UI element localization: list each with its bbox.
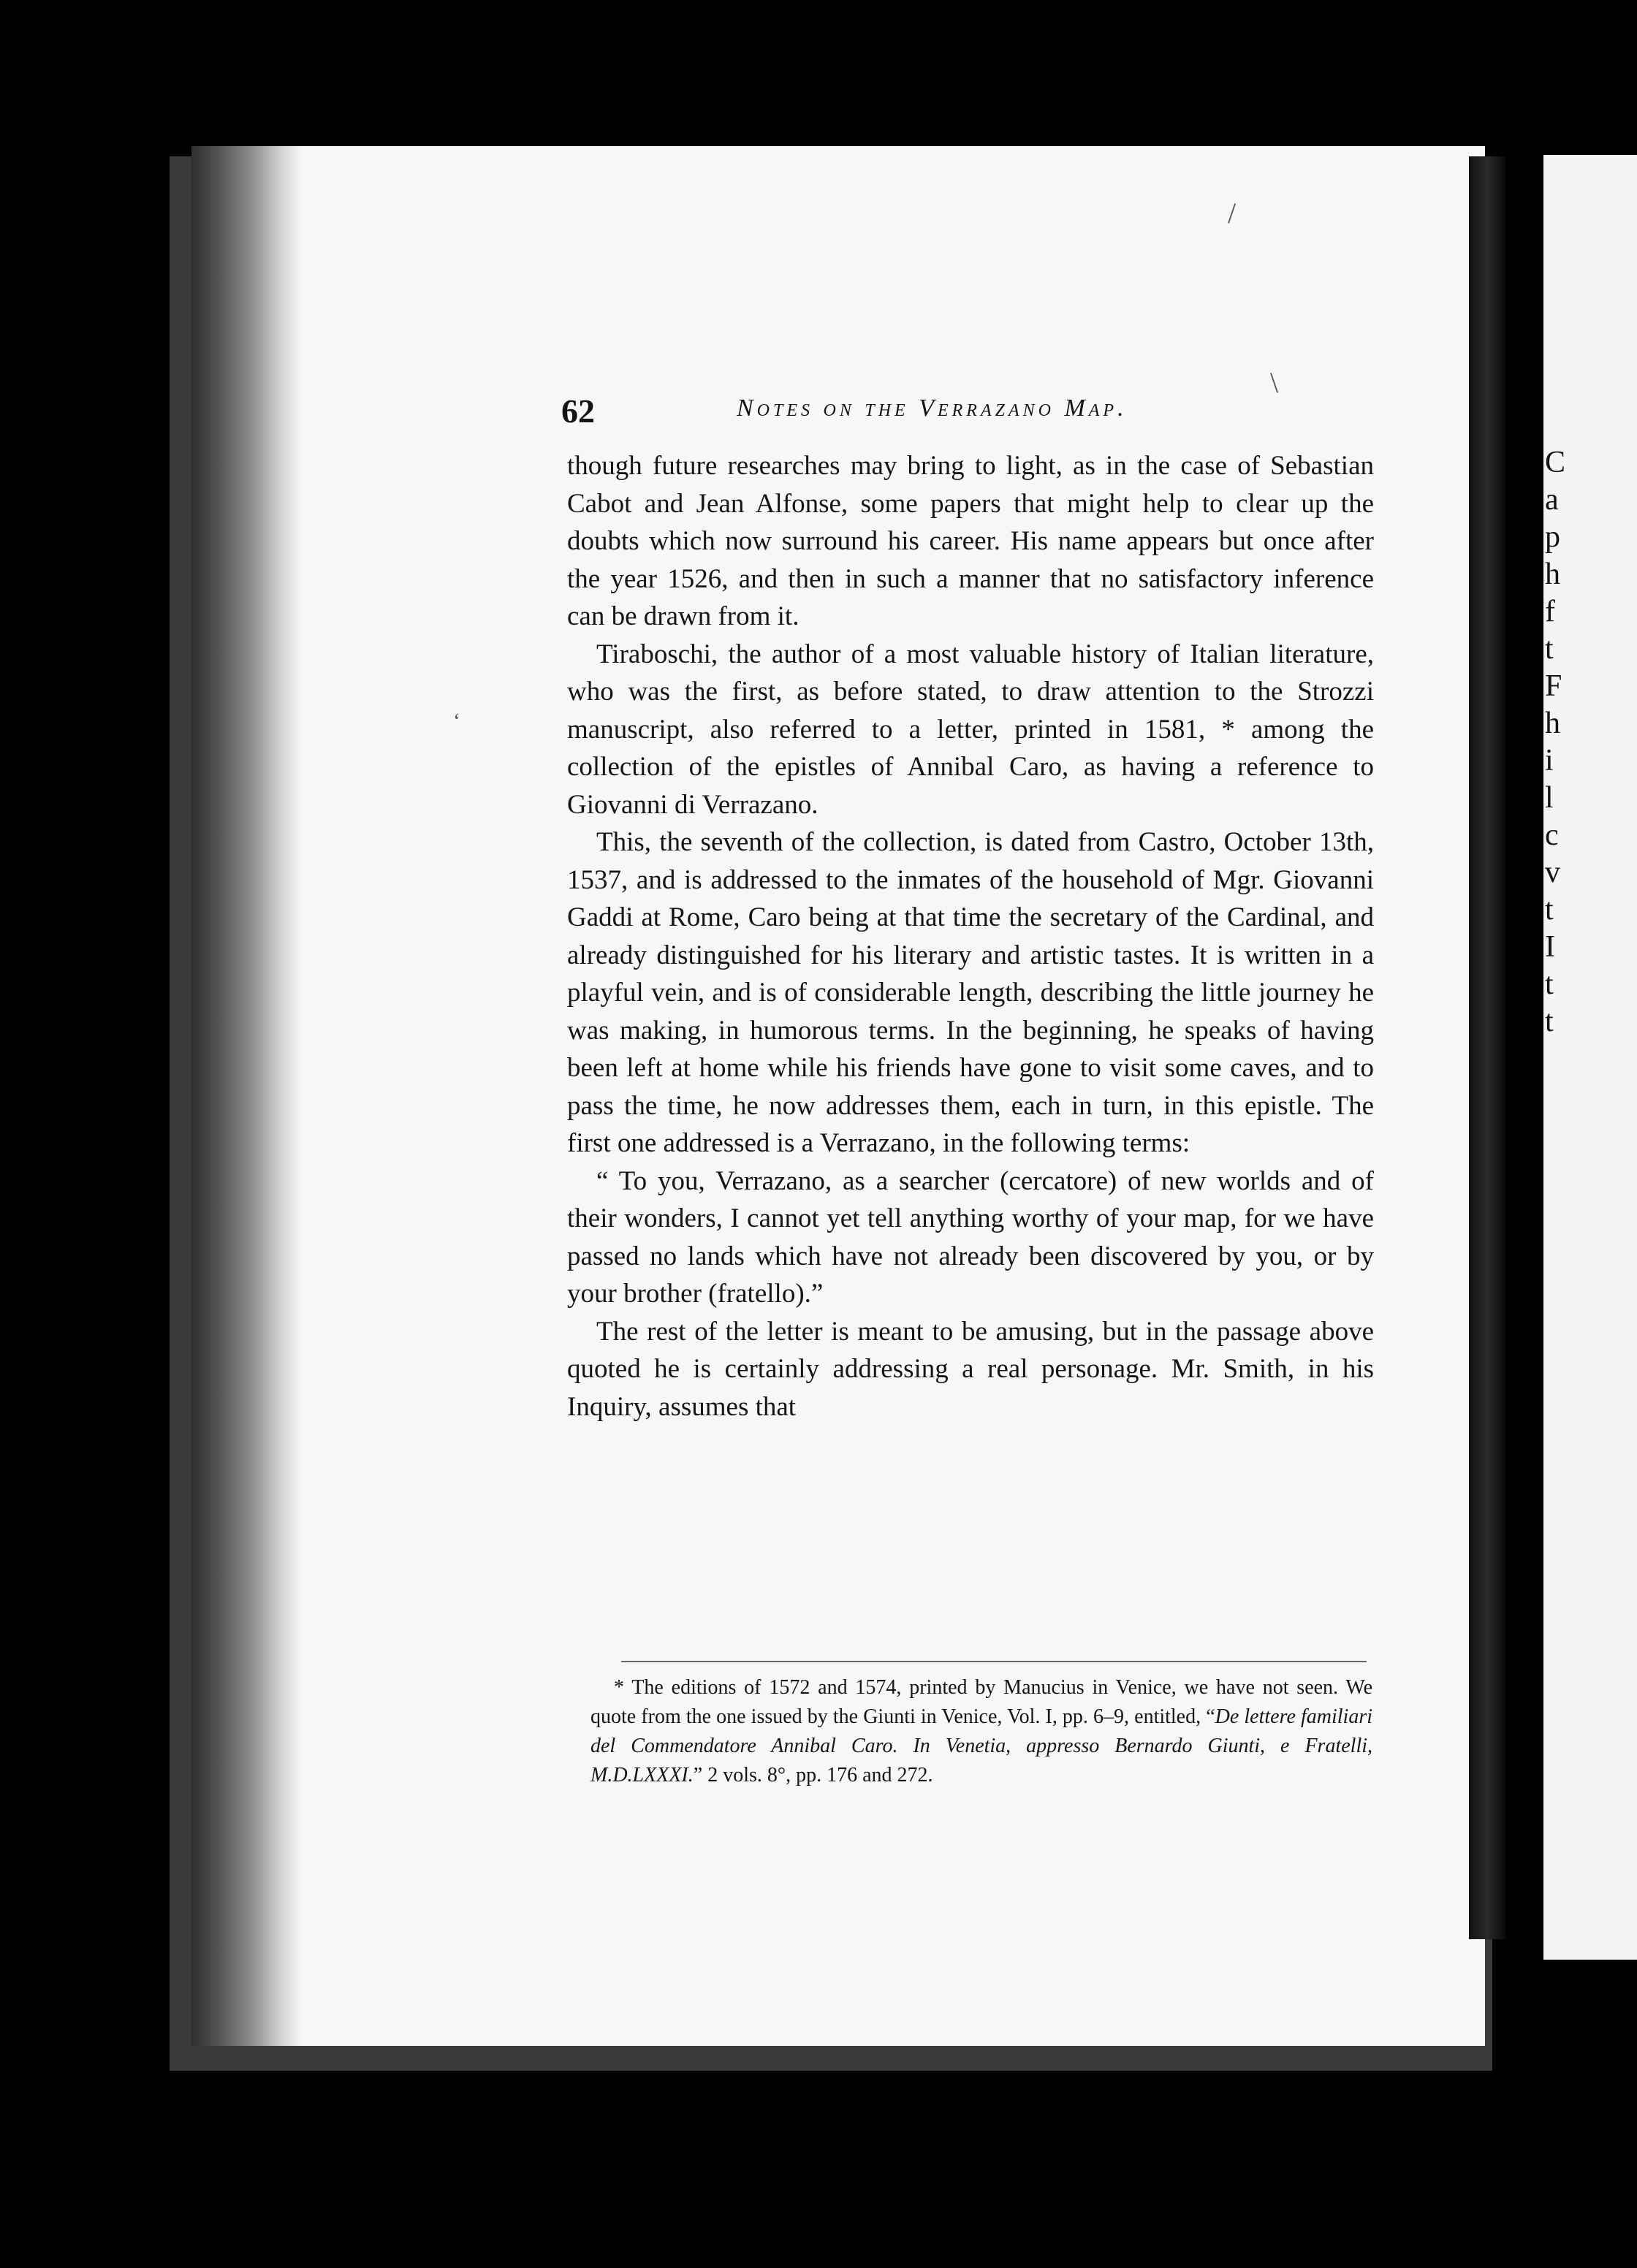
page-gutter-shadow: [191, 146, 301, 2046]
running-title: Notes on the Verrazano Map.: [737, 395, 1128, 422]
quotation-paragraph: “ To you, Verrazano, as a searcher (cercatore) of new worlds and of their wonders, I cannot yet tell anything worthy of your map, for we have passed no lands which have not already been discovered by you, or by your brother (fratello).”: [567, 1165, 1374, 1309]
paragraph: This, the seventh of the collection, is dated from Castro, October 13th, 1537, and is addressed to the inmates of the household of Mgr. Giovanni Gaddi at Rome, Caro being at that time the secretary of the Cardinal, and already distinguished for his literary and artistic tastes. It is written in a playful vein, and is of considerable length, describing the little journey he was making, in humorous terms. In the beginning, he speaks of having been left at home while his friends have gone to visit some caves, and to pass the time, he now addresses them, each in turn, in this epistle. The first one addressed is a Verrazano, in the following terms:: [567, 827, 1374, 1158]
page-mark: ‘: [453, 709, 460, 733]
paragraph: The rest of the letter is meant to be amusing, but in the passage above quoted he is certainly addressing a real personage. Mr. Smith, in his Inquiry, assumes that: [567, 1316, 1374, 1422]
footnote-text: * The editions of 1572 and 1574, printed by Manucius in Venice, we have not seen. We quote from the one issued by the Giunti in Venice, Vol. I, pp. 6–9, entitled, “: [590, 1676, 1372, 1728]
book-spine: [1469, 156, 1505, 1939]
page-mark: /: [1228, 197, 1237, 229]
next-page-edge: [1543, 155, 1637, 1960]
footnote: [590, 1673, 1372, 1790]
next-page-letter: t: [1545, 967, 1554, 1001]
footnote-text-end: ” 2 vols. 8°, pp. 176 and 272.: [693, 1764, 933, 1786]
page-mark: \: [1270, 366, 1279, 399]
next-page-letter: I: [1545, 930, 1555, 964]
next-page-letter: i: [1545, 744, 1554, 777]
next-page-letter: p: [1545, 520, 1560, 554]
next-page-letter: a: [1545, 483, 1559, 517]
next-page-letter: F: [1545, 669, 1562, 703]
next-page-letter: t: [1545, 1005, 1554, 1038]
next-page-letter: t: [1545, 893, 1554, 926]
paragraph: though future researches may bring to light, as in the case of Sebastian Cabot and Jean Alfonse, some papers that might help to clear up the doubts which now surround his career. His name appears but once after the year 1526, and then in such a manner that no satisfactory inference can be drawn from it.: [567, 451, 1374, 631]
paragraph: Tiraboschi, the author of a most valuable history of Italian literature, who was the first, as before stated, to draw attention to the Strozzi manuscript, also referred to a letter, printed in 1581, * among the collection of the epistles of Annibal Caro, as having a reference to Giovanni di Verrazano.: [567, 639, 1374, 820]
next-page-letter: f: [1545, 595, 1555, 628]
next-page-letter: h: [1545, 558, 1560, 591]
body-text: [567, 447, 1374, 1426]
page-number: 62: [561, 392, 595, 430]
next-page-letter: c: [1545, 818, 1559, 852]
next-page-letter: t: [1545, 632, 1554, 666]
next-page-letter: C: [1545, 446, 1566, 479]
next-page-letter: v: [1545, 856, 1560, 889]
next-page-letter: h: [1545, 707, 1560, 740]
footnote-paragraph: [590, 1673, 1372, 1790]
footnote-rule: [621, 1661, 1367, 1662]
next-page-letter: l: [1545, 781, 1554, 815]
page-header: [561, 387, 1372, 438]
footnote-title: De lettere familiari del Commendatore Annibal Caro. In Venetia, appresso Bernardo Giunti, e Fratelli, M.D.LXXXI.: [590, 1705, 1373, 1786]
